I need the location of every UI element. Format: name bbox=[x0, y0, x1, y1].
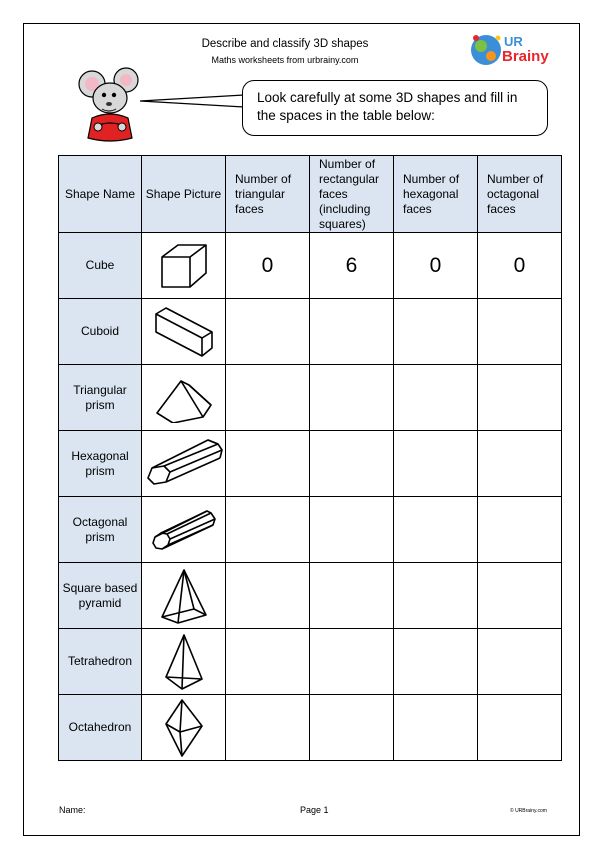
cuboid-icon bbox=[152, 304, 216, 360]
answer-cell[interactable] bbox=[394, 431, 478, 497]
octagonal-prism-icon bbox=[149, 505, 219, 555]
shape-name: Hexagonal prism bbox=[59, 431, 142, 497]
shapes-table bbox=[58, 155, 562, 761]
speech-bubble-text: Look carefully at some 3D shapes and fill in the spaces in the table below: bbox=[257, 90, 518, 123]
header-hexagonal-faces: Number of hexagonal faces bbox=[394, 156, 478, 233]
header-octagonal-faces: Number of octagonal faces bbox=[478, 156, 562, 233]
answer-cell[interactable] bbox=[310, 431, 394, 497]
urbrainy-logo bbox=[466, 26, 566, 74]
shape-name: Triangular prism bbox=[59, 365, 142, 431]
table-row bbox=[59, 299, 562, 365]
header-shape-picture: Shape Picture bbox=[142, 156, 226, 233]
table-row bbox=[59, 431, 562, 497]
answer-cell[interactable] bbox=[394, 629, 478, 695]
answer-cell[interactable] bbox=[226, 365, 310, 431]
shape-name: Tetrahedron bbox=[59, 629, 142, 695]
logo-text-bottom: Brainy bbox=[502, 48, 549, 65]
answer-cell[interactable] bbox=[310, 695, 394, 761]
cube-icon bbox=[156, 239, 212, 293]
table-row bbox=[59, 233, 562, 299]
answer-cell[interactable] bbox=[394, 695, 478, 761]
answer-cell[interactable] bbox=[478, 629, 562, 695]
hexagonal-prism-icon bbox=[144, 436, 224, 492]
speech-bubble bbox=[242, 80, 548, 136]
answer-cell[interactable] bbox=[226, 299, 310, 365]
answer-cell[interactable] bbox=[310, 563, 394, 629]
answer-cell[interactable] bbox=[310, 497, 394, 563]
answer-cell[interactable]: 0 bbox=[394, 233, 478, 299]
answer-cell[interactable] bbox=[310, 365, 394, 431]
answer-cell[interactable] bbox=[394, 299, 478, 365]
table-row bbox=[59, 497, 562, 563]
table-row bbox=[59, 365, 562, 431]
copyright: © URBrainy.com bbox=[510, 808, 547, 814]
table-row bbox=[59, 563, 562, 629]
speech-pointer bbox=[140, 93, 244, 109]
answer-cell[interactable] bbox=[226, 431, 310, 497]
answer-cell[interactable] bbox=[478, 497, 562, 563]
table-header-row bbox=[59, 156, 562, 233]
triangular-prism-icon bbox=[153, 373, 215, 423]
name-label: Name: bbox=[59, 805, 86, 815]
answer-cell[interactable] bbox=[478, 431, 562, 497]
page-number: Page 1 bbox=[300, 805, 329, 815]
answer-cell[interactable] bbox=[394, 497, 478, 563]
answer-cell[interactable] bbox=[226, 695, 310, 761]
octahedron-icon bbox=[162, 698, 206, 758]
square-pyramid-icon bbox=[158, 567, 210, 625]
shape-name: Octahedron bbox=[59, 695, 142, 761]
answer-cell[interactable]: 6 bbox=[310, 233, 394, 299]
answer-cell[interactable]: 0 bbox=[226, 233, 310, 299]
shape-name: Square based pyramid bbox=[59, 563, 142, 629]
table-row bbox=[59, 695, 562, 761]
page-title: Describe and classify 3D shapes bbox=[201, 38, 369, 50]
logo-text-top: UR bbox=[504, 34, 523, 49]
answer-cell[interactable] bbox=[478, 563, 562, 629]
answer-cell[interactable] bbox=[226, 563, 310, 629]
answer-cell[interactable] bbox=[394, 365, 478, 431]
answer-cell[interactable] bbox=[478, 695, 562, 761]
answer-cell[interactable] bbox=[226, 497, 310, 563]
header-rectangular-faces: Number of rectangular faces (including squares) bbox=[310, 156, 394, 233]
tetrahedron-icon bbox=[162, 633, 206, 691]
shape-name: Cube bbox=[59, 233, 142, 299]
answer-cell[interactable] bbox=[310, 299, 394, 365]
table-row bbox=[59, 629, 562, 695]
answer-cell[interactable] bbox=[226, 629, 310, 695]
header-shape-name: Shape Name bbox=[59, 156, 142, 233]
answer-cell[interactable]: 0 bbox=[478, 233, 562, 299]
header-triangular-faces: Number of triangular faces bbox=[226, 156, 310, 233]
shape-name: Cuboid bbox=[59, 299, 142, 365]
answer-cell[interactable] bbox=[478, 365, 562, 431]
answer-cell[interactable] bbox=[478, 299, 562, 365]
page-subtitle: Maths worksheets from urbrainy.com bbox=[211, 55, 359, 65]
shape-name: Octagonal prism bbox=[59, 497, 142, 563]
answer-cell[interactable] bbox=[310, 629, 394, 695]
answer-cell[interactable] bbox=[394, 563, 478, 629]
